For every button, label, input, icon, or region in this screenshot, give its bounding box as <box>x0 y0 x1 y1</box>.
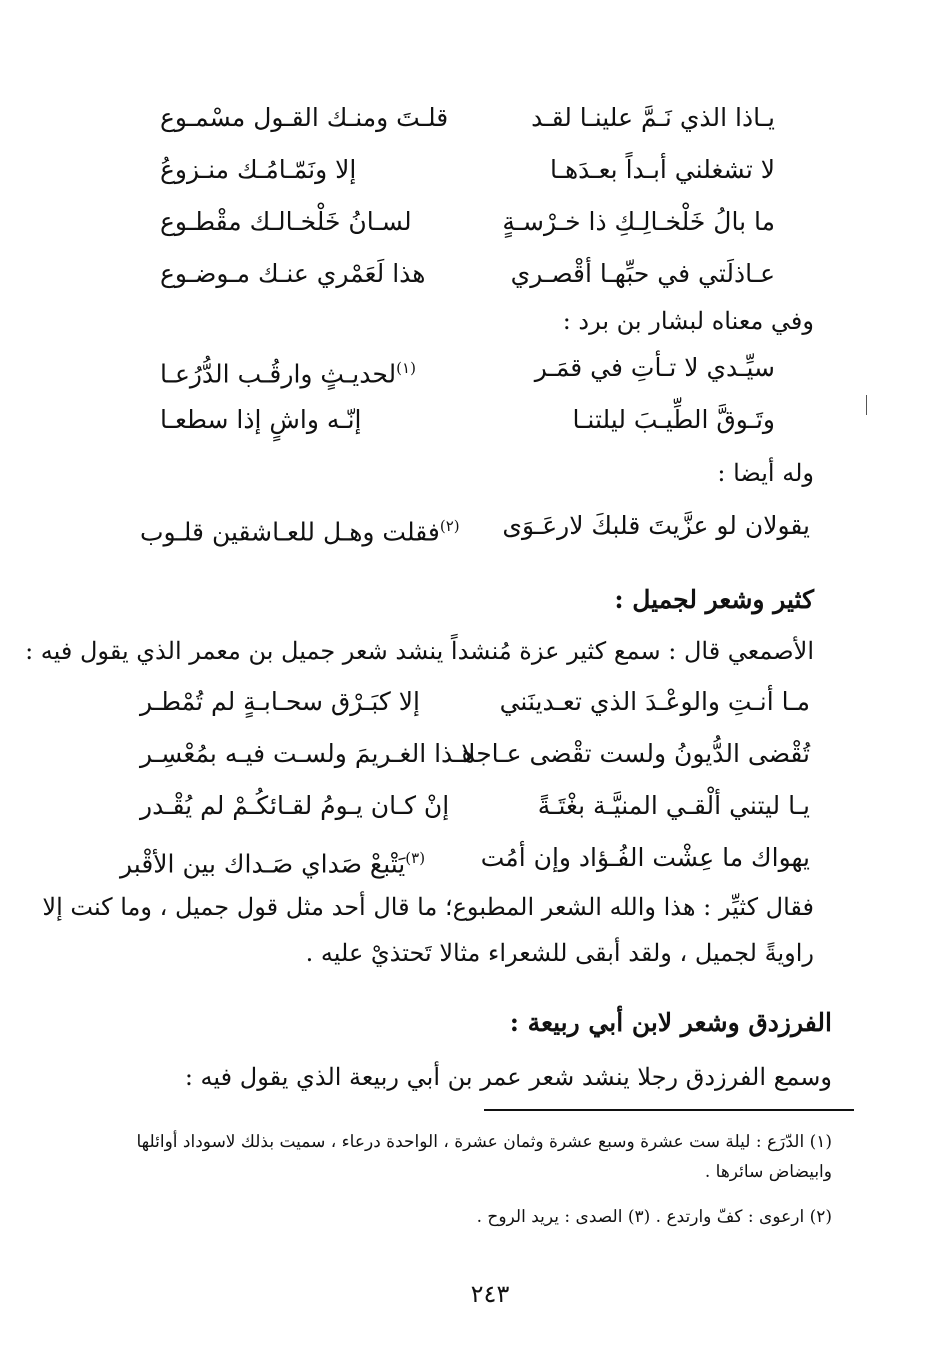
verses-group-3 <box>140 504 840 556</box>
verse-first-hemistich: يهواك ما عِشْت الفُـؤاد وإن أمُت <box>480 843 810 872</box>
footnote-1-line-1: (١) الدّرَع : ليلة ست عشرة وسبع عشرة وثمان عشرة ، الواحدة درعاء ، سميت بذلك لاسوداد أوائلها <box>136 1132 832 1152</box>
prose-kuthayyir-line-2: راويةً لجميل ، ولقد أبقى للشعراء مثالا تَحتذيْ عليه . <box>305 939 814 967</box>
verse-second-hemistich: لسـانُ خَلْخـالـك مقْطـوع <box>160 207 412 236</box>
footnote-separator <box>484 1109 854 1111</box>
verse-line <box>120 732 840 784</box>
verse-text: لحديـثٍ وارقُـب الدُّرُعـا <box>160 359 397 389</box>
verses-group-4 <box>120 680 840 888</box>
verse-first-hemistich: تُقْضى الدُّيونُ ولست تقْضى عـاجلا <box>461 739 810 768</box>
prose-farazdaq: وسمع الفرزدق رجلا ينشد شعر عمر بن أبي ربيعة الذي يقول فيه : <box>184 1063 832 1091</box>
verse-first-hemistich: لا تشغلني أبـداً بعـدَهـا <box>550 155 775 184</box>
verse-second-hemistich: إلا كبَـرْق سحـابـةٍ لم تُمْطـر <box>140 687 420 716</box>
section-heading-farazdaq: الفرزدق وشعر لابن أبي ربيعة : <box>509 1008 832 1037</box>
footnote-2-3: (٢) ارعوى : كفّ وارتدع . (٣) الصدى : يريد الروح . <box>476 1207 832 1227</box>
verse-first-hemistich: يقولان لو عزَّيتَ قلبكَ لارعَـوَى <box>502 511 810 540</box>
verse-second-hemistich: إنّـه واشٍ إذا سطعـا <box>160 405 362 434</box>
footnote-mark: (٣) <box>405 849 426 867</box>
prose-asmai: الأصمعي قال : سمع كثير عزة مُنشداً ينشد شعر جميل بن معمر الذي يقول فيه : <box>25 637 814 665</box>
verse-line <box>140 200 840 252</box>
verse-second-hemistich: هـذا الغـريمَ ولسـت فيـه بمُعْسِـر <box>140 739 475 768</box>
footnote-1-line-2: وابيضاض سائرها . <box>704 1162 832 1182</box>
verse-text: يَتْبعْ صَداي صَـداك بين الأقْبر <box>120 849 406 879</box>
verse-second-hemistich: إنْ كـان يـومُ لقـائكُـمْ لم يُقْـدر <box>140 791 450 820</box>
verse-line <box>140 148 840 200</box>
verse-line <box>140 504 840 556</box>
verse-line <box>120 680 840 732</box>
intro-bashar: وفي معناه لبشار بن برد : <box>562 307 814 335</box>
prose-kuthayyir-line-1: فقال كثيِّر : هذا والله الشعر المطبوع؛ ما قال أحد مثل قول جميل ، وما كنت إلا <box>42 893 814 921</box>
verse-second-hemistich <box>160 346 416 396</box>
verse-second-hemistich: هذا لَعَمْري عنـك مـوضـوع <box>160 259 426 288</box>
page-number: ٢٤٣ <box>470 1280 510 1308</box>
verse-line <box>120 784 840 836</box>
verse-first-hemistich: سيِّـدي لا تـأتِ في قمَـر <box>534 353 775 382</box>
verses-group-2 <box>140 346 840 450</box>
footnote-mark: (٢) <box>439 517 460 535</box>
verse-first-hemistich: ما بالُ خَلْخـالِـكِ ذا خـرْسـةٍ <box>502 207 775 236</box>
verse-line <box>140 346 840 398</box>
verse-first-hemistich: يـاذا الذي نَـمَّ علينـا لقـد <box>531 103 775 132</box>
verse-first-hemistich: وتَـوقَّ الطِّيـبَ ليلتنـا <box>572 405 775 434</box>
verse-line <box>140 252 840 304</box>
verse-second-hemistich: إلا ونَمّـامُـك منـزوعُ <box>160 155 357 184</box>
verses-group-1 <box>140 96 840 304</box>
verse-line <box>140 96 840 148</box>
verse-line <box>120 836 840 888</box>
verse-second-hemistich: قلـتَ ومنـك القـول مسْمـوع <box>160 103 449 132</box>
footnote-mark: (١) <box>396 359 416 377</box>
verse-second-hemistich <box>140 504 460 554</box>
section-heading-kuthayyir: كثير وشعر لجميل : <box>614 585 814 614</box>
verse-first-hemistich: مـا أنـتِ والوعْـدَ الذي تعـدينَني <box>499 687 810 716</box>
verse-first-hemistich: عـاذلَتي في حبِّهـا أقْصـري <box>510 259 775 288</box>
verse-second-hemistich <box>120 836 425 886</box>
intro-also: وله أيضا : <box>717 459 814 487</box>
scan-margin-mark <box>866 395 867 415</box>
verse-text: فقلت وهـل للعـاشقين قلـوب <box>140 517 440 547</box>
verse-line <box>140 398 840 450</box>
verse-first-hemistich: يـا ليتني ألْقـي المنيَّـة بغْتَـةً <box>537 791 810 820</box>
